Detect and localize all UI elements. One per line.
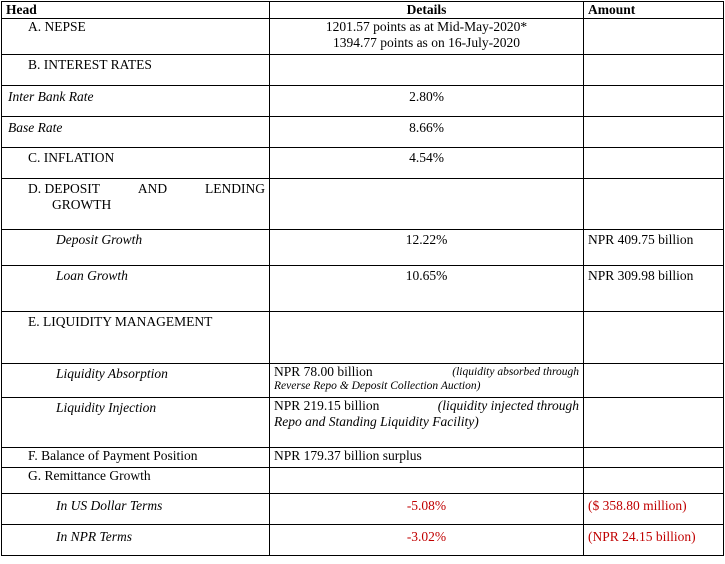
table-row bbox=[2, 117, 724, 148]
table-row bbox=[2, 312, 724, 364]
npr-terms-label: In NPR Terms bbox=[2, 525, 270, 556]
balance-of-payment-value: NPR 179.37 billion surplus bbox=[270, 448, 584, 468]
npr-terms-value: -3.02% bbox=[270, 525, 584, 556]
table-row bbox=[2, 148, 724, 179]
inter-bank-rate-value: 2.80% bbox=[270, 86, 584, 117]
loan-growth-value: 10.65% bbox=[270, 266, 584, 312]
liquidity-injection-details bbox=[270, 398, 584, 448]
head-column-header: Head bbox=[2, 2, 270, 19]
liquidity-management-label: E. LIQUIDITY MANAGEMENT bbox=[2, 312, 270, 364]
nepse-line-1: 1201.57 points as at Mid-May-2020* bbox=[325, 19, 528, 34]
details-column-header: Details bbox=[270, 2, 584, 19]
table-row bbox=[2, 86, 724, 117]
interest-rates-label: B. INTEREST RATES bbox=[2, 55, 270, 86]
economic-indicators-table bbox=[1, 1, 724, 556]
deposit-word: D. DEPOSIT bbox=[28, 181, 101, 196]
loan-growth-label: Loan Growth bbox=[2, 266, 270, 312]
header-row bbox=[2, 2, 724, 19]
deposit-growth-value: 12.22% bbox=[270, 230, 584, 266]
amount-column-header: Amount bbox=[584, 2, 724, 19]
table-row bbox=[2, 364, 724, 398]
injection-value: NPR 219.15 billion bbox=[274, 398, 380, 413]
liquidity-absorption-details bbox=[270, 364, 584, 398]
growth-word: GROWTH bbox=[52, 197, 112, 212]
injection-note-cont: Repo and Standing Liquidity Facility) bbox=[274, 414, 479, 429]
table-row bbox=[2, 55, 724, 86]
base-rate-label: Base Rate bbox=[2, 117, 270, 148]
table-row bbox=[2, 494, 724, 525]
absorption-value: NPR 78.00 billion bbox=[274, 364, 373, 379]
inter-bank-rate-label: Inter Bank Rate bbox=[2, 86, 270, 117]
table-row bbox=[2, 230, 724, 266]
absorption-note-cont: Reverse Repo & Deposit Collection Auction) bbox=[274, 380, 481, 392]
nepse-label: A. NEPSE bbox=[2, 19, 270, 55]
inflation-label: C. INFLATION bbox=[2, 148, 270, 179]
liquidity-absorption-label: Liquidity Absorption bbox=[2, 364, 270, 398]
lending-word: LENDING bbox=[204, 181, 265, 196]
usd-terms-amount: ($ 358.80 million) bbox=[584, 494, 724, 525]
remittance-growth-label: G. Remittance Growth bbox=[2, 468, 270, 494]
table-row bbox=[2, 525, 724, 556]
usd-terms-value: -5.08% bbox=[270, 494, 584, 525]
table-row bbox=[2, 266, 724, 312]
nepse-details bbox=[270, 19, 584, 55]
base-rate-value: 8.66% bbox=[270, 117, 584, 148]
deposit-growth-label: Deposit Growth bbox=[2, 230, 270, 266]
balance-of-payment-label: F. Balance of Payment Position bbox=[2, 448, 270, 468]
table-row bbox=[2, 398, 724, 448]
table-row bbox=[2, 468, 724, 494]
inflation-value: 4.54% bbox=[270, 148, 584, 179]
liquidity-injection-label: Liquidity Injection bbox=[2, 398, 270, 448]
nepse-line-2: 1394.77 points as on 16-July-2020 bbox=[332, 35, 521, 50]
table-row bbox=[2, 448, 724, 468]
nepse-amount bbox=[584, 19, 724, 55]
table-row bbox=[2, 179, 724, 230]
injection-note: (liquidity injected through bbox=[437, 398, 579, 413]
deposit-lending-label bbox=[2, 179, 270, 230]
absorption-note: (liquidity absorbed through bbox=[452, 366, 579, 378]
usd-terms-label: In US Dollar Terms bbox=[2, 494, 270, 525]
table-row bbox=[2, 19, 724, 55]
loan-growth-amount: NPR 309.98 billion bbox=[584, 266, 724, 312]
npr-terms-amount: (NPR 24.15 billion) bbox=[584, 525, 724, 556]
and-word: AND bbox=[137, 181, 168, 196]
deposit-growth-amount: NPR 409.75 billion bbox=[584, 230, 724, 266]
